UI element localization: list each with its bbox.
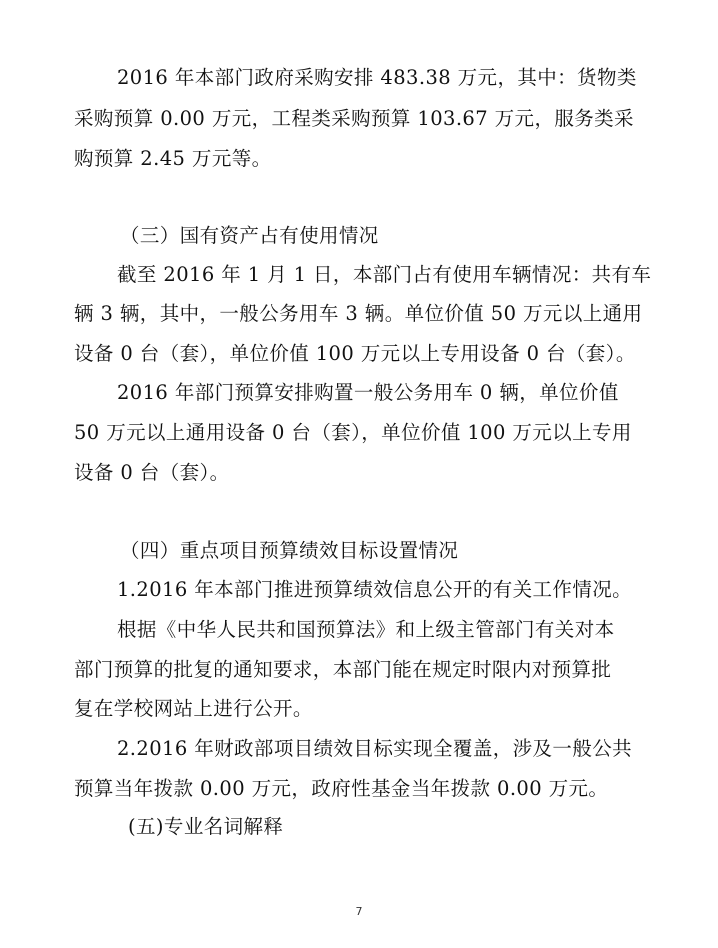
section-4-item-2-line-1: 2.2016 年财政部项目绩效目标实现全覆盖，涉及一般公共 (117, 737, 633, 760)
section-4-item-2-line-2: 预算当年拨款 0.00 万元，政府性基金当年拨款 0.00 万元。 (74, 777, 609, 800)
section-3-paragraph-2-line-1: 2016 年部门预算安排购置一般公务用车 0 辆，单位价值 (117, 381, 619, 404)
section-3-paragraph-1-line-3: 设备 0 台（套），单位价值 100 万元以上专用设备 0 台（套）。 (74, 342, 636, 365)
section-3-paragraph-2-line-2: 50 万元以上通用设备 0 台（套），单位价值 100 万元以上专用 (74, 421, 632, 444)
paragraph-procurement-line-3: 购预算 2.45 万元等。 (74, 147, 272, 170)
section-3-heading: （三）国有资产占有使用情况 (120, 224, 379, 247)
paragraph-procurement-line-2: 采购预算 0.00 万元，工程类采购预算 103.67 万元，服务类采 (74, 107, 634, 130)
section-4-heading: （四）重点项目预算绩效目标设置情况 (120, 539, 459, 562)
section-4-paragraph-line-1: 根据《中华人民共和国预算法》和上级主管部门有关对本 (117, 618, 615, 641)
section-4-paragraph-line-2: 部门预算的批复的通知要求，本部门能在规定时限内对预算批 (74, 658, 612, 681)
paragraph-procurement-line-1: 2016 年本部门政府采购安排 483.38 万元，其中：货物类 (117, 66, 637, 89)
section-3-paragraph-1-line-1: 截至 2016 年 1 月 1 日，本部门占有使用车辆情况：共有车 (117, 263, 652, 286)
section-4-paragraph-line-3: 复在学校网站上进行公开。 (74, 697, 313, 720)
section-5-heading: (五)专业名词解释 (128, 815, 284, 838)
section-3-paragraph-2-line-3: 设备 0 台（套）。 (74, 461, 230, 484)
section-4-item-1: 1.2016 年本部门推进预算绩效信息公开的有关工作情况。 (117, 578, 633, 601)
section-3-paragraph-1-line-2: 辆 3 辆，其中，一般公务用车 3 辆。单位价值 50 万元以上通用 (74, 302, 643, 325)
page-number: 7 (355, 905, 363, 918)
